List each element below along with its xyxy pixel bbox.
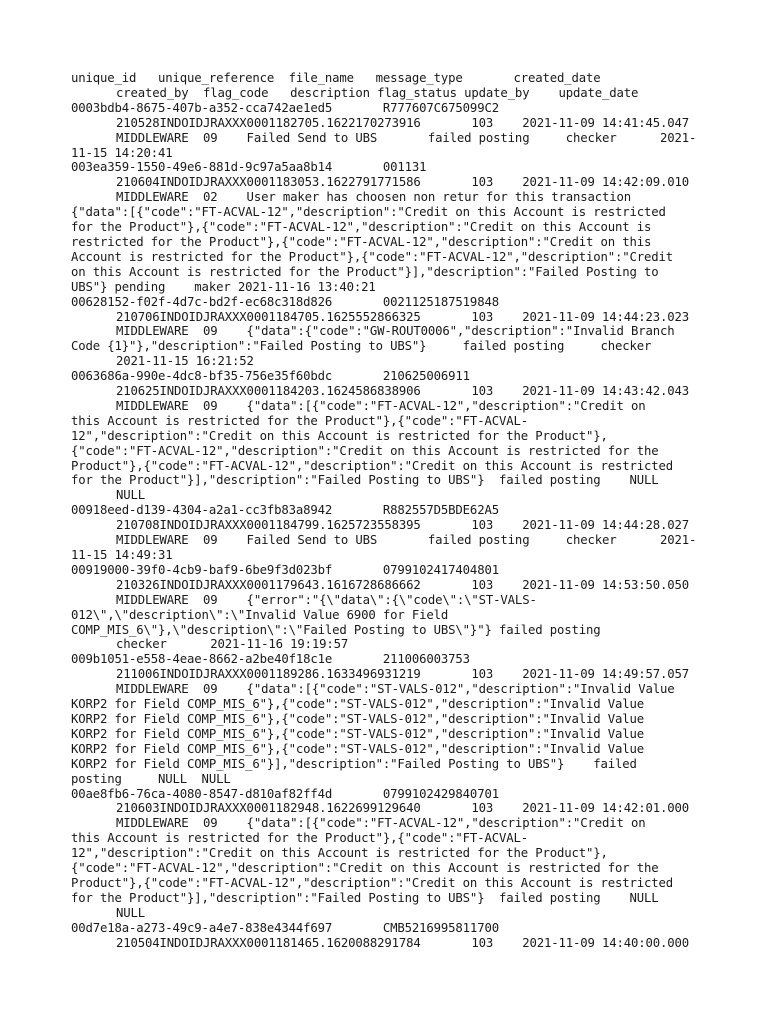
- text-line: this Account is restricted for the Product"},{"code":"FT-ACVAL-: [71, 831, 528, 846]
- text-line: 003ea359-1550-49e6-881d-9c97a5aa8b14 001131: [71, 160, 427, 175]
- text-line: MIDDLEWARE 09 {"data":[{"code":"ST-VALS-012","description":"Invalid Value: [116, 682, 675, 697]
- text-line: MIDDLEWARE 09 {"data":{"code":"GW-ROUT0006","description":"Invalid Branch: [116, 324, 675, 339]
- text-line: NULL: [116, 905, 146, 920]
- text-line: KORP2 for Field COMP_MIS_6"}],"description":"Failed Posting to UBS"} failed: [71, 756, 637, 771]
- text-line: MIDDLEWARE 09 {"data":[{"code":"FT-ACVAL-12","description":"Credit on: [116, 398, 646, 413]
- text-line: restricted for the Product"},{"code":"FT-ACVAL-12","description":"Credit on this: [71, 234, 652, 249]
- text-line: MIDDLEWARE 09 Failed Send to UBS failed posting checker 2021-: [116, 533, 697, 548]
- text-line: MIDDLEWARE 09 {"error":"{\"data\":{\"code\":\"ST-VALS-: [116, 592, 537, 607]
- text-line: posting NULL NULL: [71, 771, 231, 786]
- text-line: {"data":[{"code":"FT-ACVAL-12","description":"Credit on this Account is restricted: [71, 205, 666, 220]
- text-line: 00ae8fb6-76ca-4080-8547-d810af82ff4d 0799102429840701: [71, 786, 499, 801]
- text-line: for the Product"},{"code":"FT-ACVAL-12","description":"Credit on this Account is: [71, 220, 652, 235]
- text-line: 210604INDOIDJRAXXX0001183053.1622791771586 103 2021-11-09 14:42:09.010: [116, 175, 690, 190]
- text-line: 00919000-39f0-4cb9-baf9-6be9f3d023bf 0799102417404801: [71, 562, 499, 577]
- text-line: created_by flag_code description flag_status update_by update_date: [116, 85, 639, 100]
- text-line: for the Product"}],"description":"Failed Posting to UBS"} failed posting NULL: [71, 473, 659, 488]
- text-line: 00918eed-d139-4304-a2a1-cc3fb83a8942 R882557D5BDE62A5: [71, 503, 499, 518]
- text-line: 211006INDOIDJRAXXX0001189286.1633496931219 103 2021-11-09 14:49:57.057: [116, 667, 690, 682]
- text-line: 12","description":"Credit on this Account is restricted for the Product"},: [71, 846, 608, 861]
- text-line: on this Account is restricted for the Product"}],"description":"Failed Posting to: [71, 264, 659, 279]
- text-line: Product"},{"code":"FT-ACVAL-12","description":"Credit on this Account is restricted: [71, 458, 674, 473]
- text-line: NULL: [116, 488, 146, 503]
- text-line: 00d7e18a-a273-49c9-a4e7-838e4344f697 CMB5216995811700: [71, 920, 499, 935]
- text-line: for the Product"}],"description":"Failed Posting to UBS"} failed posting NULL: [71, 890, 659, 905]
- text-line: Code {1}"},"description":"Failed Posting to UBS"} failed posting checker: [71, 339, 652, 354]
- text-line: MIDDLEWARE 09 {"data":[{"code":"FT-ACVAL-12","description":"Credit on: [116, 816, 646, 831]
- text-line: MIDDLEWARE 09 Failed Send to UBS failed posting checker 2021-: [116, 130, 697, 145]
- text-line: 210706INDOIDJRAXXX0001184705.1625552866325 103 2021-11-09 14:44:23.023: [116, 309, 690, 324]
- text-line: 210603INDOIDJRAXXX0001182948.1622699129640 103 2021-11-09 14:42:01.000: [116, 801, 690, 816]
- text-line: 0003bdb4-8675-407b-a352-cca742ae1ed5 R777607C675099C2: [71, 100, 499, 115]
- text-line: MIDDLEWARE 02 User maker has choosen non retur for this transaction: [116, 190, 631, 205]
- text-line: {"code":"FT-ACVAL-12","description":"Credit on this Account is restricted for the: [71, 861, 659, 876]
- text-line: 0063686a-990e-4dc8-bf35-756e35f60bdc 210625006911: [71, 369, 470, 384]
- text-line: this Account is restricted for the Product"},{"code":"FT-ACVAL-: [71, 413, 528, 428]
- table-text-dump: [71, 71, 697, 950]
- text-line: 012\",\"description\":\"Invalid Value 6900 for Field: [71, 607, 449, 622]
- text-line: KORP2 for Field COMP_MIS_6"},{"code":"ST-VALS-012","description":"Invalid Value: [71, 741, 645, 756]
- text-line: Product"},{"code":"FT-ACVAL-12","description":"Credit on this Account is restricted: [71, 875, 674, 890]
- text-line: 210625INDOIDJRAXXX0001184203.1624586838906 103 2021-11-09 14:43:42.043: [116, 384, 690, 399]
- text-line: KORP2 for Field COMP_MIS_6"},{"code":"ST-VALS-012","description":"Invalid Value: [71, 726, 645, 741]
- text-line: 009b1051-e558-4eae-8662-a2be40f18c1e 211006003753: [71, 652, 470, 667]
- text-line: KORP2 for Field COMP_MIS_6"},{"code":"ST-VALS-012","description":"Invalid Value: [71, 697, 645, 712]
- text-line: 2021-11-15 16:21:52: [116, 354, 254, 369]
- text-line: {"code":"FT-ACVAL-12","description":"Credit on this Account is restricted for the: [71, 443, 659, 458]
- text-line: 210528INDOIDJRAXXX0001182705.1622170273916 103 2021-11-09 14:41:45.047: [116, 115, 690, 130]
- text-line: 210326INDOIDJRAXXX0001179643.1616728686662 103 2021-11-09 14:53:50.050: [116, 577, 690, 592]
- text-line: Account is restricted for the Product"},{"code":"FT-ACVAL-12","description":"Credit: [71, 249, 674, 264]
- text-line: COMP_MIS_6\"},\"description\":\"Failed Posting to UBS\"}"} failed posting: [71, 622, 601, 637]
- text-line: KORP2 for Field COMP_MIS_6"},{"code":"ST-VALS-012","description":"Invalid Value: [71, 711, 645, 726]
- text-line: UBS"} pending maker 2021-11-16 13:40:21: [71, 279, 376, 294]
- text-line: 210708INDOIDJRAXXX0001184799.1625723558395 103 2021-11-09 14:44:28.027: [116, 518, 690, 533]
- text-line: 00628152-f02f-4d7c-bd2f-ec68c318d826 0021125187519848: [71, 294, 499, 309]
- text-line: unique_id unique_reference file_name message_type created_date: [71, 71, 601, 85]
- text-line: checker 2021-11-16 19:19:57: [116, 637, 349, 652]
- text-line: 11-15 14:49:31: [71, 548, 173, 562]
- text-line: 12","description":"Credit on this Account is restricted for the Product"},: [71, 428, 608, 443]
- text-line: 11-15 14:20:41: [71, 145, 173, 160]
- text-line: 210504INDOIDJRAXXX0001181465.1620088291784 103 2021-11-09 14:40:00.000: [116, 935, 690, 950]
